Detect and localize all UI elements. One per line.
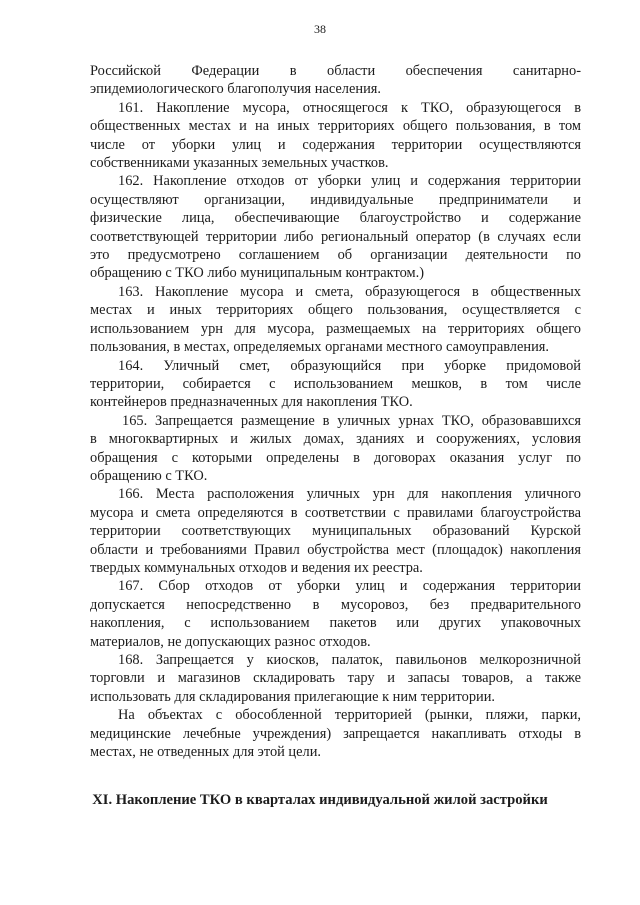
text-line: это предусмотрено соглашением об организации деятельности по (90, 247, 581, 264)
text-line: территории соответствующих муниципальных образований Курской (90, 523, 581, 540)
text-line: На объектах с обособленной территорией (рынки, пляжи, парки, (118, 707, 581, 724)
text-line: торговли и магазинов складировать тару и запасы товаров, а также (90, 670, 581, 687)
text-line: использованием урн для мусора, размещаемых на территориях общего (90, 320, 581, 337)
text-line: собственниками указанных земельных участков. (90, 155, 389, 172)
text-line: допускается непосредственно в мусоровоз, без предварительного (90, 596, 581, 613)
paragraph (90, 412, 581, 486)
paragraph (90, 706, 581, 761)
text-line: обращению с ТКО либо муниципальным контрактом.) (90, 265, 424, 282)
text-line: обращения с которыми определены в договорах оказания услуг по (90, 449, 581, 466)
paragraph (90, 485, 581, 577)
text-line: местах, не отведенных для этой цели. (90, 744, 322, 761)
text-line: 164. Уличный смет, образующийся при уборке придомовой (118, 357, 581, 374)
text-line: числе от уборки улиц и содержания территории осуществляются (90, 136, 581, 153)
paragraph (90, 283, 581, 357)
text-line: использовать для складирования прилегающие к ним территории. (90, 688, 496, 705)
paragraph (90, 172, 581, 282)
paragraph (90, 62, 581, 99)
text-line: осуществляют организации, индивидуальные предприниматели и (90, 191, 581, 208)
text-line: Российской Федерации в области обеспечения санитарно- (90, 63, 581, 79)
text-line: территории, собирается с использованием мешков, в том числе (90, 375, 581, 392)
text-line: 166. Места расположения уличных урн для накопления уличного (118, 486, 581, 503)
text-line: контейнеров предназначенных для накопления ТКО. (90, 394, 413, 411)
text-line: 161. Накопление мусора, относящегося к ТКО, образующегося в (118, 99, 581, 116)
paragraph (90, 357, 581, 412)
text-line: эпидемиологического благополучия населения. (90, 81, 381, 98)
text-line: общественных местах и на иных территориях общего пользования, в том (90, 118, 581, 135)
text-line: в многоквартирных и жилых домах, зданиях и сооружениях, условия (90, 431, 581, 448)
paragraph (90, 99, 581, 173)
text-line: 168. Запрещается у киосков, палаток, павильонов мелкорозничной (118, 652, 581, 668)
text-line: медицинские лечебные учреждения) запрещается накапливать отходы в (90, 725, 581, 742)
paragraph (90, 651, 581, 706)
text-line: 162. Накопление отходов от уборки улиц и содержания территории (118, 173, 581, 190)
text-line: физические лица, обеспечивающие благоустройство и содержание (90, 210, 581, 227)
document-body (90, 62, 581, 761)
section-heading: XI. Накопление ТКО в кварталах индивидуальной жилой застройки (92, 792, 548, 808)
text-line: обращению с ТКО. (90, 467, 208, 484)
text-line: накопления, с использованием пакетов или других упаковочных (90, 615, 581, 632)
text-line: мусора и смета определяются в соответствии с правилами благоустройства (90, 504, 581, 521)
text-line: 165. Запрещается размещение в уличных урнах ТКО, образовавшихся (122, 412, 581, 429)
text-line: 167. Сбор отходов от уборки улиц и содержания территории (118, 578, 581, 595)
text-line: 163. Накопление мусора и смета, образующегося в общественных (118, 283, 581, 300)
text-line: области и требованиями Правил обустройства мест (площадок) накопления (90, 541, 581, 558)
text-line: материалов, не допускающих разнос отходов. (90, 633, 371, 650)
text-line: местах и иных территориях общего пользования, осуществляется с (90, 302, 581, 319)
page-number: 38 (314, 22, 326, 36)
paragraph (90, 577, 581, 651)
text-line: пользования, в местах, определяемых органами местного самоуправления. (90, 339, 549, 356)
text-line: соответствующей территории либо региональный оператор (в случаях если (90, 228, 581, 245)
text-line: твердых коммунальных отходов и ведения их реестра. (90, 559, 423, 576)
